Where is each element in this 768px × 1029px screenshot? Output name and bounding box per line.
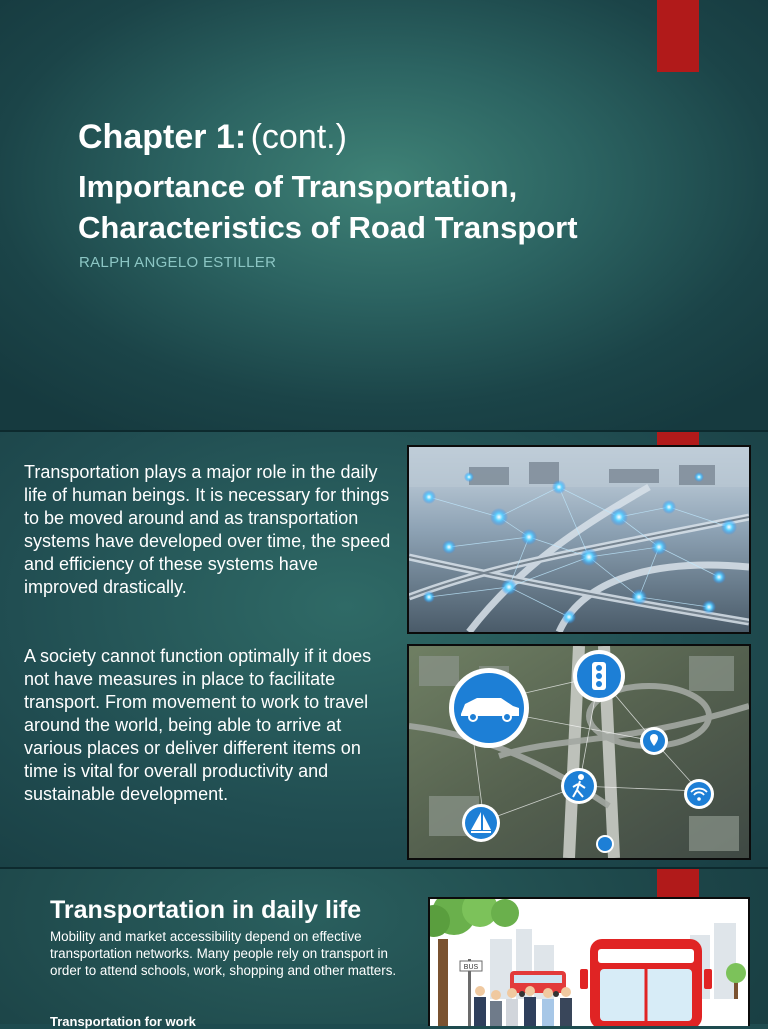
slide-subtitle [78,166,578,248]
sailboat-icon [462,804,500,842]
traffic-light-icon [573,650,625,702]
bus-stop-label: BUS [463,964,479,971]
network-highway-image [409,447,749,632]
accent-tab [657,0,699,72]
pedestrian-icon [561,768,597,804]
location-pin-icon [640,727,668,755]
network-highway-photo [407,445,751,634]
bus-icon [580,939,712,1026]
bus-illustration [428,897,750,1026]
chapter-suffix: (cont.) [250,118,347,156]
smart-city-image [409,646,749,858]
car-icon [449,668,529,748]
paragraph-role-of-transport: Transportation plays a major role in the daily life of human beings. It is necessary for things to be moved around and as transportation systems have developed over time, the speed and efficiency of these systems have improved drastically. [24,462,391,597]
small-node-icon [596,835,614,853]
smart-city-photo [407,644,751,860]
section-text: Mobility and market accessibility depend on effective transportation networks. Many people rely on transport in order to attend schools, work, shopping and other matters. [50,929,397,978]
subtitle-line-2: Characteristics of Road Transport [78,210,578,245]
section-title: Transportation in daily life [50,896,362,924]
section-subheading: Transportation for work [50,1014,196,1029]
paragraph-society-function: A society cannot function optimally if it does not have measures in place to facilitate transport. From movement to work to travel around the world, being able to arrive at various places or deliver different items on time is vital for overall productivity and sustainable development. [24,646,372,804]
wifi-icon [684,779,714,809]
chapter-label: Chapter 1: [78,118,247,156]
chapter-title [78,118,347,157]
accent-tab [657,869,699,899]
bus-scene-image [430,899,748,1026]
subtitle-line-1: Importance of Transportation, [78,169,518,204]
author-name: RALPH ANGELO ESTILLER [79,254,277,271]
